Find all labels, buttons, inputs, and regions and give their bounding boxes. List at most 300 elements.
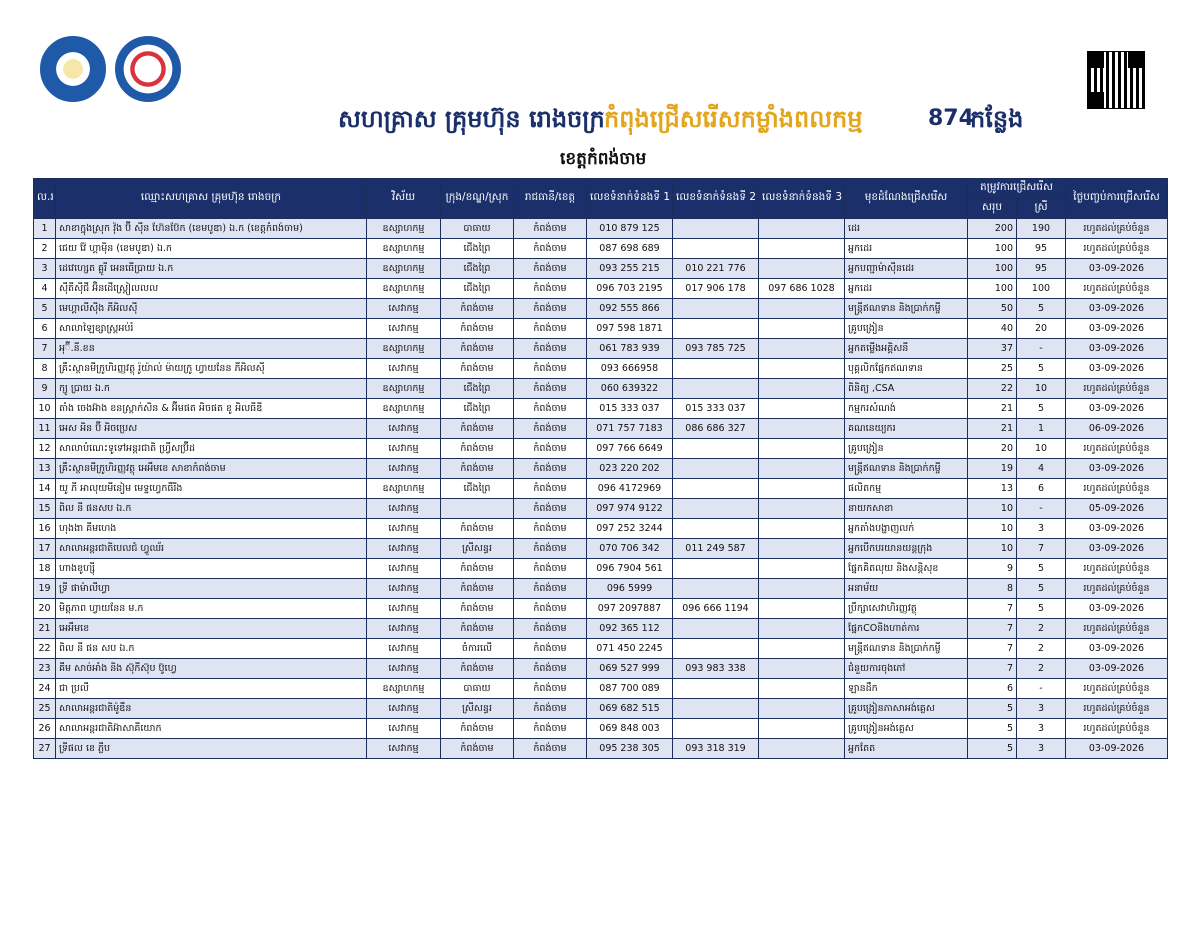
position: ផ្នែកគិតលុយ និងសន្តិសុខ [845,559,968,579]
phone-1: 095 238 305 [587,739,673,759]
female-count: 5 [1017,579,1066,599]
position: កម្មករសំណង់ [845,399,968,419]
deadline: 03-09-2026 [1066,399,1168,419]
row-number: 13 [34,459,56,479]
phone-3: 097 686 1028 [759,279,845,299]
phone-3 [759,319,845,339]
female-count: 95 [1017,259,1066,279]
phone-3 [759,399,845,419]
position: បុគ្គលិកផ្នែកឥណទាន [845,359,968,379]
deadline: 03-09-2026 [1066,459,1168,479]
sector: សេវាកម្ម [367,559,441,579]
position: ជំនួយការចុងភៅ [845,659,968,679]
deadline: 05-09-2026 [1066,499,1168,519]
position: គ្រូបង្រៀន [845,439,968,459]
col-name: ឈ្មោះសហគ្រាស គ្រុមហ៊ុន រោងចក្រ [56,179,367,219]
district: កំពង់ចាម [441,619,514,639]
sector: ឧស្សាហកម្ម [367,399,441,419]
phone-3 [759,359,845,379]
phone-3 [759,299,845,319]
table-row [34,719,1168,739]
total-count: 40 [968,319,1017,339]
province: កំពង់ចាម [514,499,587,519]
col-female: ស្រី [1017,199,1066,219]
district: កំពង់ចាម [441,739,514,759]
company-name: ជេយ វ៉ែ ហ្គាម៉ិន (ខេមបូឌា) ឯ.ក [56,239,367,259]
phone-1: 087 700 089 [587,679,673,699]
phone-1: 093 666958 [587,359,673,379]
phone-1: 071 757 7183 [587,419,673,439]
table-row [34,479,1168,499]
position: ឡានដឹក [845,679,968,699]
deadline: រហូតដល់គ្រប់ចំនួន [1066,699,1168,719]
sector: សេវាកម្ម [367,299,441,319]
phone-3 [759,699,845,719]
company-name: គីម សាច់អាំង និង ស៊ុកីស៊ុប ប៊ូហ្វេ [56,659,367,679]
phone-3 [759,659,845,679]
female-count: 5 [1017,299,1066,319]
phone-1: 092 365 112 [587,619,673,639]
phone-3 [759,679,845,699]
district: ស្រីសន្ធរ [441,699,514,719]
position: អ្នកដេរ [845,239,968,259]
phone-1: 015 333 037 [587,399,673,419]
district: កំពង់ចាម [441,459,514,479]
female-count: 3 [1017,719,1066,739]
row-number: 17 [34,539,56,559]
table-row [34,639,1168,659]
agency-logo [115,36,181,102]
vacancy-unit: កន្លែង [970,105,1024,133]
deadline: រហូតដល់គ្រប់ចំនួន [1066,219,1168,239]
phone-2 [673,559,759,579]
sector: ឧស្សាហកម្ម [367,339,441,359]
phone-1: 060 639322 [587,379,673,399]
district: ជើងព្រៃ [441,279,514,299]
company-name: គ្រឹះស្ថានមីក្រូហិរញ្ញវត្ថុ អេអឹមខេ សាខាកំពង់ចាម [56,459,367,479]
total-count: 10 [968,519,1017,539]
phone-3 [759,559,845,579]
row-number: 5 [34,299,56,319]
table-row [34,239,1168,259]
sector: ឧស្សាហកម្ម [367,479,441,499]
province: កំពង់ចាម [514,719,587,739]
province: កំពង់ចាម [514,219,587,239]
female-count: 1 [1017,419,1066,439]
district: បាធាយ [441,679,514,699]
province: កំពង់ចាម [514,519,587,539]
row-number: 23 [34,659,56,679]
table-row [34,499,1168,519]
province: កំពង់ចាម [514,699,587,719]
row-number: 19 [34,579,56,599]
row-number: 1 [34,219,56,239]
title-row [0,104,1200,142]
district: ជើងព្រៃ [441,239,514,259]
total-count: 200 [968,219,1017,239]
total-count: 50 [968,299,1017,319]
phone-1: 092 555 866 [587,299,673,319]
phone-3 [759,379,845,399]
table-row [34,599,1168,619]
deadline: 03-09-2026 [1066,599,1168,619]
company-name: ពិល នី ផនសប ឯ.ក [56,499,367,519]
position: គណនេយ្យករ [845,419,968,439]
table-row [34,319,1168,339]
ministry-logo [40,36,106,102]
total-count: 7 [968,619,1017,639]
phone-1: 010 879 125 [587,219,673,239]
phone-3 [759,439,845,459]
phone-2 [673,579,759,599]
phone-1: 097 766 6649 [587,439,673,459]
table-row [34,539,1168,559]
sector: សេវាកម្ម [367,599,441,619]
female-count: 190 [1017,219,1066,239]
qr-code[interactable] [1088,52,1144,108]
phone-2 [673,439,759,459]
district: ជើងព្រៃ [441,379,514,399]
phone-1: 093 255 215 [587,259,673,279]
female-count: 3 [1017,739,1066,759]
sector: សេវាកម្ម [367,359,441,379]
district: កំពង់ចាម [441,299,514,319]
row-number: 12 [34,439,56,459]
phone-3 [759,519,845,539]
col-phone1: លេខទំនាក់ទំនងទី 1 [587,179,673,219]
position: ផ្នែកCOនិងហាត់ការ [845,619,968,639]
col-need: តម្រូវការជ្រើសរើស [968,179,1066,199]
position: ដេរ [845,219,968,239]
company-name: គ្រឹះស្ថានមីក្រូហិរញ្ញវត្ថុ រ៉ូយ៉ាល់ ម៉ាយក្រូ ហ្វាយនែន ភីអិលស៊ី [56,359,367,379]
total-count: 20 [968,439,1017,459]
row-number: 3 [34,259,56,279]
row-number: 15 [34,499,56,519]
table-row [34,439,1168,459]
province: កំពង់ចាម [514,739,587,759]
total-count: 21 [968,419,1017,439]
table-body [34,219,1168,759]
position: អ្នកតម្លើងអគ្គិសនី [845,339,968,359]
province: កំពង់ចាម [514,279,587,299]
phone-2 [673,319,759,339]
sector: សេវាកម្ម [367,319,441,339]
deadline: 03-09-2026 [1066,339,1168,359]
company-name: ទ្រី ផាម៉ាលីហ្វា [56,579,367,599]
position: អ្នកបើកបរយានយន្តក្រុង [845,539,968,559]
position: ប្រឹក្សាសេវាហិរញ្ញវត្ថុ [845,599,968,619]
province: កំពង់ចាម [514,559,587,579]
table-row [34,399,1168,419]
province: កំពង់ចាម [514,599,587,619]
province: កំពង់ចាម [514,259,587,279]
company-name: សាលាអន្តរជាតិបេលជំ ហ្វូឈ័រ [56,539,367,559]
row-number: 26 [34,719,56,739]
province: កំពង់ចាម [514,239,587,259]
district: កំពង់ចាម [441,659,514,679]
phone-2 [673,619,759,639]
district: កំពង់ចាម [441,559,514,579]
total-count: 100 [968,239,1017,259]
row-number: 7 [34,339,56,359]
phone-3 [759,599,845,619]
sector: សេវាកម្ម [367,639,441,659]
phone-2: 011 249 587 [673,539,759,559]
phone-2 [673,519,759,539]
total-count: 6 [968,679,1017,699]
deadline: 03-09-2026 [1066,659,1168,679]
total-count: 10 [968,539,1017,559]
company-name: ហុងងា គីមហេង [56,519,367,539]
col-province: រាជធានី/ខេត្ត [514,179,587,219]
total-count: 100 [968,259,1017,279]
phone-3 [759,719,845,739]
table-row [34,419,1168,439]
vacancy-count: 874 [928,106,974,131]
female-count: 2 [1017,659,1066,679]
female-count: 4 [1017,459,1066,479]
phone-3 [759,239,845,259]
table-row [34,279,1168,299]
company-name: ដេវេហ្សេត គ្លូរី អេនធើប្រាយ ឯ.ក [56,259,367,279]
phone-2 [673,359,759,379]
female-count: 2 [1017,619,1066,639]
phone-1: 087 698 689 [587,239,673,259]
col-phone3: លេខទំនាក់ទំនងទី 3 [759,179,845,219]
table-row [34,519,1168,539]
table-row [34,459,1168,479]
phone-2 [673,639,759,659]
table-row [34,659,1168,679]
col-district: ក្រុង/ខណ្ឌ/ស្រុក [441,179,514,219]
deadline: រហូតដល់គ្រប់ចំនួន [1066,579,1168,599]
total-count: 22 [968,379,1017,399]
phone-3 [759,219,845,239]
table-row [34,259,1168,279]
company-name: យូ ភី អាលុយមីនៀម មេទ្ទហ្វេកធឺរីង [56,479,367,499]
female-count: - [1017,679,1066,699]
position: មន្ត្រីឥណទាន និងប្រាក់កម្ចី [845,299,968,319]
company-name: ក្យូ ប្រាយ ឯ.ក [56,379,367,399]
female-count: - [1017,499,1066,519]
female-count: 5 [1017,559,1066,579]
page-title: សហគ្រាស គ្រុមហ៊ុន រោងចក្រ [338,105,605,133]
sector: ឧស្សាហកម្ម [367,279,441,299]
total-count: 7 [968,599,1017,619]
total-count: 10 [968,499,1017,519]
sector: ឧស្សាហកម្ម [367,259,441,279]
phone-1: 097 2097887 [587,599,673,619]
position: គ្រូបង្រៀនអង់គ្លេស [845,719,968,739]
female-count: 3 [1017,699,1066,719]
position: គ្រូបង្រៀន [845,319,968,339]
phone-3 [759,619,845,639]
province: កំពង់ចាម [514,459,587,479]
col-position: មុខដំណែងជ្រើសរើស [845,179,968,219]
phone-3 [759,539,845,559]
district: ជើងព្រៃ [441,399,514,419]
female-count: 7 [1017,539,1066,559]
position: មន្ត្រីឥណទាន និងប្រាក់កម្ចី [845,639,968,659]
row-number: 10 [34,399,56,419]
phone-3 [759,739,845,759]
district: ចំការលើ [441,639,514,659]
total-count: 5 [968,699,1017,719]
province: កំពង់ចាម [514,639,587,659]
sector: ឧស្សាហកម្ម [367,379,441,399]
company-name: សាលាឡៃខ្សាស្ត្រអប់រំ [56,319,367,339]
deadline: 03-09-2026 [1066,259,1168,279]
phone-2 [673,479,759,499]
deadline: រហូតដល់គ្រប់ចំនួន [1066,479,1168,499]
female-count: 100 [1017,279,1066,299]
phone-2: 093 785 725 [673,339,759,359]
phone-1: 061 783 939 [587,339,673,359]
female-count: 10 [1017,379,1066,399]
female-count: 3 [1017,519,1066,539]
sector: សេវាកម្ម [367,499,441,519]
jobs-table [33,178,1168,759]
col-deadline: ថ្ងៃបញ្ចប់ការជ្រើសរើស [1066,179,1168,219]
province: កំពង់ចាម [514,299,587,319]
row-number: 4 [34,279,56,299]
position: អ្នកតែត [845,739,968,759]
deadline: រហូតដល់គ្រប់ចំនួន [1066,619,1168,639]
col-phone2: លេខទំនាក់ទំនងទី 2 [673,179,759,219]
phone-3 [759,499,845,519]
sector: សេវាកម្ម [367,459,441,479]
company-name: មេហ្គាលីស៊ីង ភីអិលស៊ី [56,299,367,319]
total-count: 7 [968,639,1017,659]
phone-3 [759,639,845,659]
row-number: 2 [34,239,56,259]
female-count: 5 [1017,399,1066,419]
table-row [34,379,1168,399]
col-sector: វិស័យ [367,179,441,219]
sector: ឧស្សាហកម្ម [367,679,441,699]
district: កំពង់ចាម [441,439,514,459]
table-row [34,219,1168,239]
province: កំពង់ចាម [514,619,587,639]
deadline: 03-09-2026 [1066,299,1168,319]
district: កំពង់ចាម [441,419,514,439]
sector: សេវាកម្ម [367,539,441,559]
position: ពិនិត្យ ,CSA [845,379,968,399]
table-row [34,679,1168,699]
district: កំពង់ចាម [441,359,514,379]
female-count: 10 [1017,439,1066,459]
col-total: សរុប [968,199,1017,219]
total-count: 5 [968,719,1017,739]
deadline: រហូតដល់គ្រប់ចំនួន [1066,719,1168,739]
total-count: 7 [968,659,1017,679]
position: អ្នកដេរ [845,279,968,299]
sector: សេវាកម្ម [367,719,441,739]
company-name: សាលាអន្តរជាតិម៉ូឌឺន [56,699,367,719]
deadline: 03-09-2026 [1066,319,1168,339]
female-count: 5 [1017,599,1066,619]
phone-3 [759,479,845,499]
deadline: រហូតដល់គ្រប់ចំនួន [1066,679,1168,699]
phone-2 [673,219,759,239]
district [441,499,514,519]
sector: ឧស្សាហកម្ម [367,239,441,259]
row-number: 14 [34,479,56,499]
phone-3 [759,459,845,479]
province: កំពង់ចាម [514,339,587,359]
phone-2: 010 221 776 [673,259,759,279]
phone-1: 023 220 202 [587,459,673,479]
position: នាយកសាខា [845,499,968,519]
table-row [34,339,1168,359]
deadline: 03-09-2026 [1066,359,1168,379]
phone-1: 097 252 3244 [587,519,673,539]
phone-2: 093 983 338 [673,659,759,679]
province-heading: ខេត្តកំពង់ចាម [560,149,647,169]
phone-2 [673,239,759,259]
phone-1: 096 703 2195 [587,279,673,299]
sector: សេវាកម្ម [367,579,441,599]
row-number: 9 [34,379,56,399]
phone-2 [673,459,759,479]
company-name: ហាងខូហ្ស៊ី [56,559,367,579]
phone-1: 097 974 9122 [587,499,673,519]
phone-2: 017 906 178 [673,279,759,299]
company-name: អេអឹមខេ [56,619,367,639]
table-row [34,579,1168,599]
district: កំពង់ចាម [441,319,514,339]
total-count: 13 [968,479,1017,499]
row-number: 6 [34,319,56,339]
table-row [34,359,1168,379]
phone-3 [759,259,845,279]
district: ជើងព្រៃ [441,479,514,499]
position: ផលិតកម្ម [845,479,968,499]
province: កំពង់ចាម [514,439,587,459]
province: កំពង់ចាម [514,539,587,559]
row-number: 18 [34,559,56,579]
district: កំពង់ចាម [441,719,514,739]
company-name: មិត្តភាព ហ្វាយនែន ម.ក [56,599,367,619]
province: កំពង់ចាម [514,319,587,339]
table-row [34,559,1168,579]
row-number: 16 [34,519,56,539]
province: កំពង់ចាម [514,659,587,679]
row-number: 8 [34,359,56,379]
phone-2 [673,499,759,519]
total-count: 8 [968,579,1017,599]
row-number: 21 [34,619,56,639]
phone-1: 096 4172969 [587,479,673,499]
female-count: 5 [1017,359,1066,379]
phone-2: 086 686 327 [673,419,759,439]
page-subtitle: កំពុងជ្រើសរើសកម្លាំងពលកម្ម [604,105,863,133]
deadline: 03-09-2026 [1066,519,1168,539]
district: ជើងព្រៃ [441,259,514,279]
company-name: សាលាបំណេះទូទៅអន្តរជាតិ ហ្វ្រីសប៊្រីដ [56,439,367,459]
total-count: 21 [968,399,1017,419]
female-count: 6 [1017,479,1066,499]
total-count: 25 [968,359,1017,379]
phone-1: 071 450 2245 [587,639,673,659]
province: កំពង់ចាម [514,679,587,699]
sector: សេវាកម្ម [367,619,441,639]
position: អ្នកបញ្ជាម៉ាស៊ីនដេរ [845,259,968,279]
deadline: រហូតដល់គ្រប់ចំនួន [1066,439,1168,459]
company-name: អេស អិន ប៊ី អិចប្រេស [56,419,367,439]
phone-2: 096 666 1194 [673,599,759,619]
company-name: សាលាអន្តរជាតិអ៊ាសាគីយោក [56,719,367,739]
